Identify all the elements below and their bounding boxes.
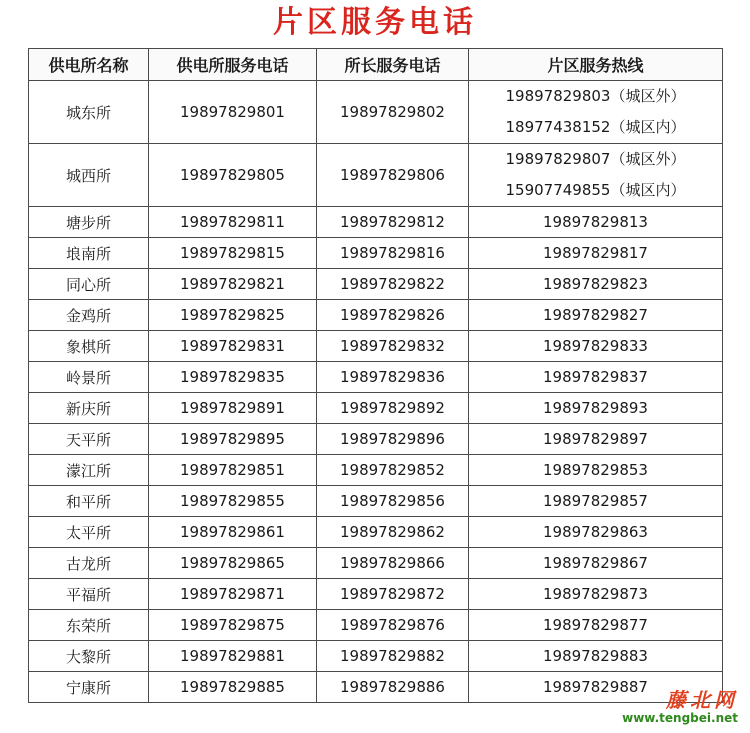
area-hotline-cell <box>469 362 723 393</box>
station-name-cell: 城西所 <box>29 144 149 207</box>
director-phone-cell: 19897829852 <box>317 455 469 486</box>
hotline-number: 19897829837 <box>543 368 648 386</box>
station-phone-cell: 19897829801 <box>149 81 317 144</box>
page-title: 片区服务电话 <box>273 5 477 40</box>
area-hotline-cell <box>469 548 723 579</box>
station-name-cell: 岭景所 <box>29 362 149 393</box>
area-hotline-cell <box>469 238 723 269</box>
area-hotline-cell <box>469 331 723 362</box>
table-body <box>29 81 723 703</box>
table-header-row <box>29 49 723 81</box>
director-phone-cell: 19897829802 <box>317 81 469 144</box>
table-row <box>29 579 723 610</box>
table-row <box>29 486 723 517</box>
station-name-cell: 城东所 <box>29 81 149 144</box>
station-phone-cell: 19897829881 <box>149 641 317 672</box>
hotline-number: 19897829887 <box>543 678 648 696</box>
station-name-cell: 宁康所 <box>29 672 149 703</box>
hotline-number: 19897829823 <box>543 275 648 293</box>
station-phone-cell: 19897829871 <box>149 579 317 610</box>
director-phone-cell: 19897829882 <box>317 641 469 672</box>
station-phone-cell: 19897829825 <box>149 300 317 331</box>
station-name-cell: 天平所 <box>29 424 149 455</box>
director-phone-cell: 19897829856 <box>317 486 469 517</box>
station-name-cell: 埌南所 <box>29 238 149 269</box>
area-hotline-cell <box>469 455 723 486</box>
director-phone-cell: 19897829836 <box>317 362 469 393</box>
station-name-cell: 大黎所 <box>29 641 149 672</box>
table-row <box>29 548 723 579</box>
station-phone-cell: 19897829855 <box>149 486 317 517</box>
director-phone-cell: 19897829892 <box>317 393 469 424</box>
hotline-number: 15907749855（城区内） <box>505 181 686 199</box>
area-hotline-cell <box>469 81 723 144</box>
station-name-cell: 和平所 <box>29 486 149 517</box>
hotline-number: 19897829893 <box>543 399 648 417</box>
table-row <box>29 300 723 331</box>
station-phone-cell: 19897829885 <box>149 672 317 703</box>
hotline-number: 19897829853 <box>543 461 648 479</box>
director-phone-cell: 19897829862 <box>317 517 469 548</box>
table-row <box>29 144 723 207</box>
station-phone-cell: 19897829835 <box>149 362 317 393</box>
header-area-hotline: 片区服务热线 <box>469 49 723 81</box>
station-name-cell: 太平所 <box>29 517 149 548</box>
station-name-cell: 同心所 <box>29 269 149 300</box>
hotline-number: 19897829857 <box>543 492 648 510</box>
hotline-number: 19897829867 <box>543 554 648 572</box>
area-hotline-cell <box>469 207 723 238</box>
station-phone-cell: 19897829865 <box>149 548 317 579</box>
station-name-cell: 新庆所 <box>29 393 149 424</box>
service-phone-table <box>28 48 723 703</box>
station-phone-cell: 19897829831 <box>149 331 317 362</box>
station-name-cell: 塘步所 <box>29 207 149 238</box>
hotline-number: 19897829877 <box>543 616 648 634</box>
hotline-number: 19897829833 <box>543 337 648 355</box>
area-hotline-cell <box>469 672 723 703</box>
director-phone-cell: 19897829872 <box>317 579 469 610</box>
area-hotline-cell <box>469 579 723 610</box>
director-phone-cell: 19897829812 <box>317 207 469 238</box>
station-phone-cell: 19897829895 <box>149 424 317 455</box>
director-phone-cell: 19897829826 <box>317 300 469 331</box>
table-row <box>29 610 723 641</box>
hotline-number: 19897829897 <box>543 430 648 448</box>
station-phone-cell: 19897829815 <box>149 238 317 269</box>
hotline-number: 19897829863 <box>543 523 648 541</box>
watermark-url: www.tengbei.net <box>622 711 738 725</box>
table-row <box>29 207 723 238</box>
table-row <box>29 672 723 703</box>
director-phone-cell: 19897829876 <box>317 610 469 641</box>
station-phone-cell: 19897829821 <box>149 269 317 300</box>
area-hotline-cell <box>469 393 723 424</box>
station-name-cell: 平福所 <box>29 579 149 610</box>
area-hotline-cell <box>469 641 723 672</box>
hotline-number: 19897829803（城区外） <box>505 87 686 105</box>
table-row <box>29 81 723 144</box>
area-hotline-cell <box>469 144 723 207</box>
table-row <box>29 517 723 548</box>
station-name-cell: 金鸡所 <box>29 300 149 331</box>
station-phone-cell: 19897829805 <box>149 144 317 207</box>
area-hotline-cell <box>469 300 723 331</box>
hotline-number: 18977438152（城区内） <box>505 118 686 136</box>
area-hotline-cell <box>469 269 723 300</box>
header-director-phone: 所长服务电话 <box>317 49 469 81</box>
table-row <box>29 331 723 362</box>
header-station-phone: 供电所服务电话 <box>149 49 317 81</box>
area-hotline-cell <box>469 517 723 548</box>
station-phone-cell: 19897829891 <box>149 393 317 424</box>
station-phone-cell: 19897829811 <box>149 207 317 238</box>
station-phone-cell: 19897829861 <box>149 517 317 548</box>
table-row <box>29 269 723 300</box>
hotline-number: 19897829873 <box>543 585 648 603</box>
watermark-text: 藤北网 <box>666 688 738 712</box>
table-row <box>29 393 723 424</box>
hotline-number: 19897829807（城区外） <box>505 150 686 168</box>
director-phone-cell: 19897829896 <box>317 424 469 455</box>
table-row <box>29 238 723 269</box>
director-phone-cell: 19897829886 <box>317 672 469 703</box>
station-name-cell: 东荣所 <box>29 610 149 641</box>
hotline-number: 19897829827 <box>543 306 648 324</box>
hotline-number: 19897829817 <box>543 244 648 262</box>
director-phone-cell: 19897829832 <box>317 331 469 362</box>
header-station-name: 供电所名称 <box>29 49 149 81</box>
station-name-cell: 象棋所 <box>29 331 149 362</box>
table-row <box>29 641 723 672</box>
hotline-number: 19897829813 <box>543 213 648 231</box>
table-row <box>29 455 723 486</box>
director-phone-cell: 19897829822 <box>317 269 469 300</box>
station-phone-cell: 19897829875 <box>149 610 317 641</box>
station-name-cell: 濛江所 <box>29 455 149 486</box>
station-name-cell: 古龙所 <box>29 548 149 579</box>
director-phone-cell: 19897829806 <box>317 144 469 207</box>
table-row <box>29 362 723 393</box>
table-row <box>29 424 723 455</box>
station-phone-cell: 19897829851 <box>149 455 317 486</box>
director-phone-cell: 19897829866 <box>317 548 469 579</box>
area-hotline-cell <box>469 486 723 517</box>
area-hotline-cell <box>469 610 723 641</box>
hotline-number: 19897829883 <box>543 647 648 665</box>
area-hotline-cell <box>469 424 723 455</box>
director-phone-cell: 19897829816 <box>317 238 469 269</box>
